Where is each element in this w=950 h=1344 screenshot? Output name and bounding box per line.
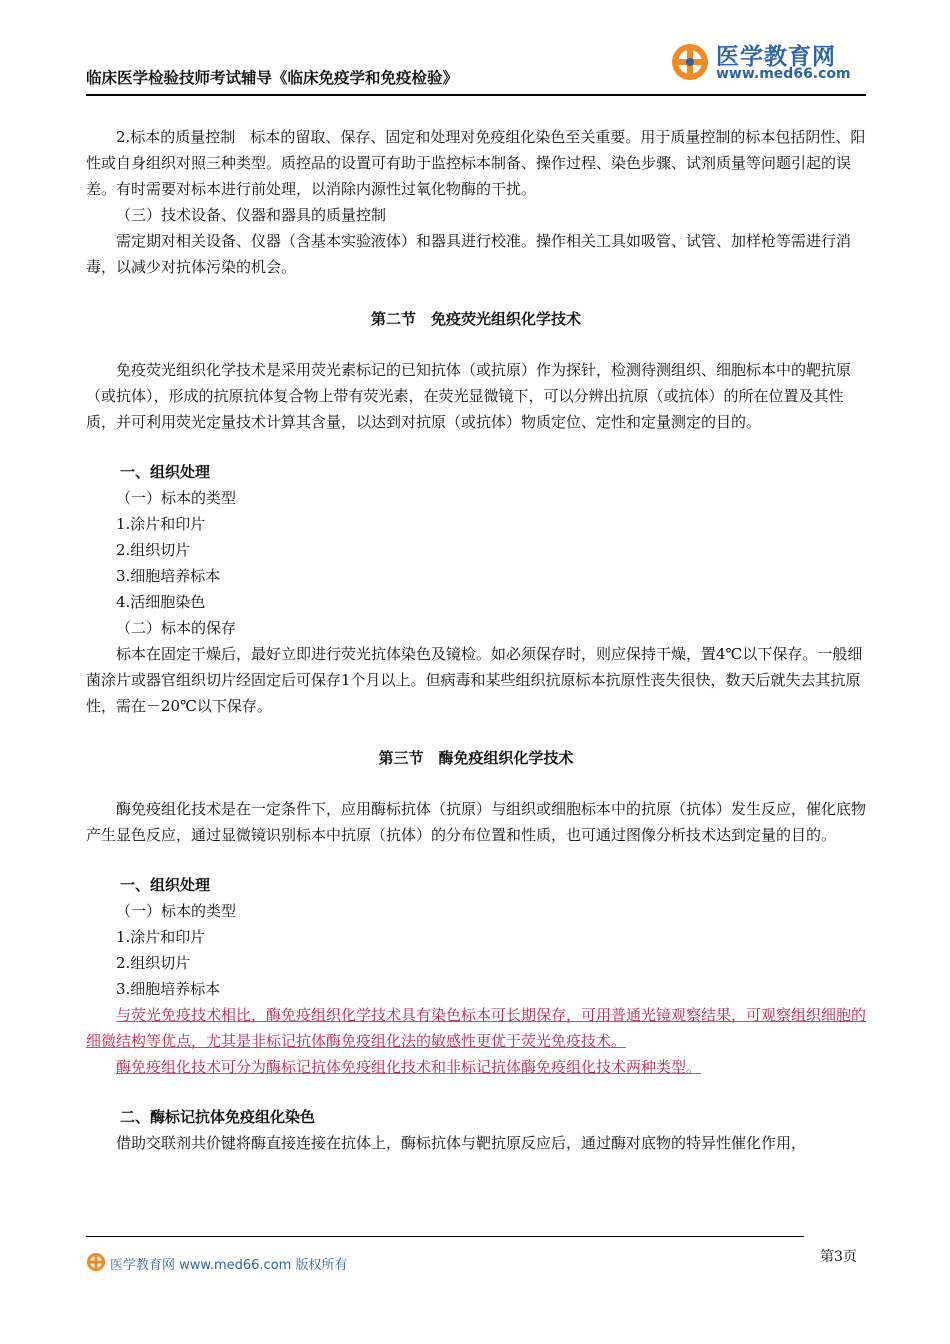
highlighted-paragraph-types: 酶免疫组化技术可分为酶标记抗体免疫组化技术和非标记抗体酶免疫组化技术两种类型。 <box>116 1058 702 1076</box>
highlighted-paragraph-advantages: 与荧光免疫技术相比，酶免疫组织化学技术具有染色标本可长期保存，可用普通光镜观察结果，可观察组织细胞的细微结构等优点，尤其是非标记抗体酶免疫组化法的敏感性更优于荧光免疫技术。 <box>86 1006 867 1050</box>
list-item: 2.组织切片 <box>116 954 191 972</box>
section-2-intro: 免疫荧光组织化学技术是采用荧光素标记的已知抗体（或抗原）作为探针，检测待测组织、细胞标本中的靶抗原（或抗体），形成的抗原抗体复合物上带有荧光素，在荧光显微镜下，可以分辨出抗原（或抗体）的所在位置及其性质，并可利用荧光定量技术计算其含量，以达到对抗原（或抗体）物质定位、定性和定量测定的目的。 <box>86 361 852 431</box>
list-item: 3.细胞培养标本 <box>116 567 221 585</box>
paragraph-crosslinking: 借助交联剂共价键将酶直接连接在抗体上，酶标抗体与靶抗原反应后，通过酶对底物的特异性催化作用， <box>116 1134 807 1152</box>
section-2-sub-types: （一）标本的类型 <box>116 489 237 507</box>
document-body <box>86 124 866 1156</box>
header-title: 临床医学检验技师考试辅导《临床免疫学和免疫检验》 <box>86 69 459 87</box>
subheading-equipment: （三）技术设备、仪器和器具的质量控制 <box>116 206 387 224</box>
page-header <box>86 36 866 96</box>
section-3-sub-types: （一）标本的类型 <box>116 902 237 920</box>
section-2-title: 第二节 免疫荧光组织化学技术 <box>370 310 581 328</box>
logo-name: 医学教育网 <box>716 44 836 70</box>
list-item: 1.涂片和印片 <box>116 928 206 946</box>
section-2-sub-storage: （二）标本的保存 <box>116 619 237 637</box>
site-logo[interactable] <box>670 36 866 88</box>
section-2-heading-tissue: 一、组织处理 <box>120 463 211 481</box>
list-item: 3.细胞培养标本 <box>116 980 221 998</box>
section-3-heading-staining: 二、酶标记抗体免疫组化染色 <box>120 1108 316 1126</box>
list-item: 1.涂片和印片 <box>116 515 206 533</box>
logo-url: www.med66.com <box>716 66 851 82</box>
section-3-intro: 酶免疫组化技术是在一定条件下，应用酶标抗体（抗原）与组织或细胞标本中的抗原（抗体）发生反应，催化底物产生显色反应，通过显微镜识别标本中抗原（抗体）的分布位置和性质，也可通过图像分析技术达到定量的目的。 <box>86 800 867 844</box>
paragraph-storage: 标本在固定干燥后，最好立即进行荧光抗体染色及镜检。如必须保存时，则应保持干燥，置4℃以下保存。一般细菌涂片或器官组织切片经固定后可保存1个月以上。但病毒和某些组织抗原标本抗原性丧失很快，数天后就失去其抗原性，需在－20℃以下保存。 <box>86 645 863 715</box>
logo-emblem-icon <box>670 42 710 82</box>
page-number: 第3页 <box>820 1249 857 1265</box>
footer-divider <box>86 1236 804 1237</box>
section-3-heading-tissue: 一、组织处理 <box>120 876 211 894</box>
section-3-title: 第三节 酶免疫组织化学技术 <box>378 749 574 767</box>
logo-emblem-icon <box>86 1252 106 1272</box>
footer-copyright: 医学教育网 www.med66.com 版权所有 <box>110 1258 348 1273</box>
header-divider <box>86 94 866 96</box>
paragraph-quality-control: 2.标本的质量控制 标本的留取、保存、固定和处理对免疫组化染色至关重要。用于质量控制的标本包括阴性、阳性或自身组织对照三种类型。质控品的设置可有助于监控标本制备、操作过程、染色步骤、试剂质量等问题引起的误差。有时需要对标本进行前处理，以消除内源性过氧化物酶的干扰。 <box>86 128 866 198</box>
paragraph-calibration: 需定期对相关设备、仪器（含基本实验液体）和器具进行校准。操作相关工具如吸管、试管、加样枪等需进行消毒，以减少对抗体污染的机会。 <box>86 232 852 276</box>
list-item: 2.组织切片 <box>116 541 191 559</box>
list-item: 4.活细胞染色 <box>116 593 206 611</box>
